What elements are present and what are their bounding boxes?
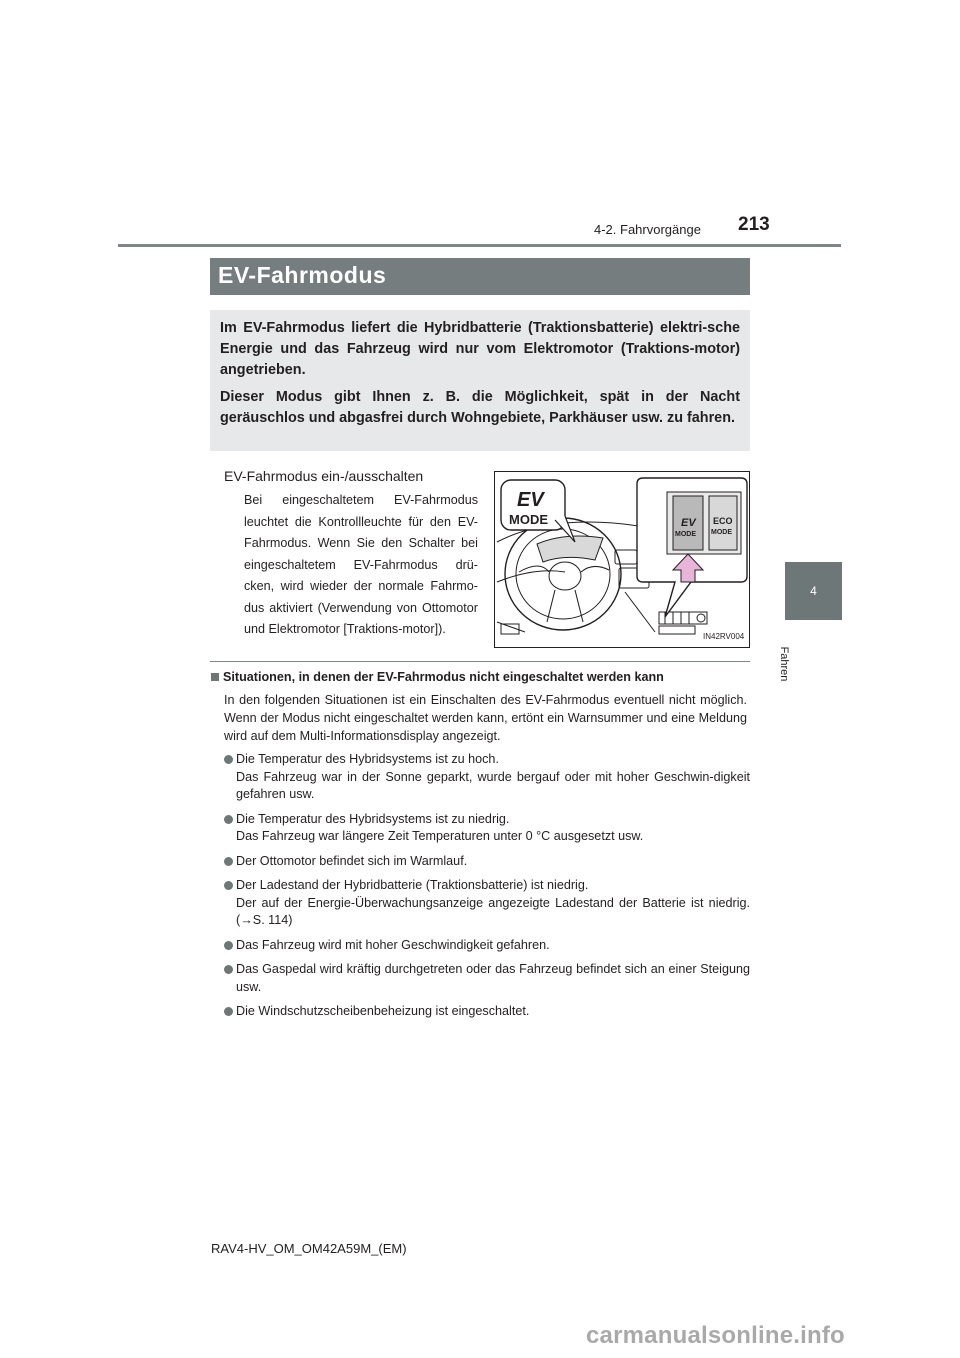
eco-button-label-top: ECO bbox=[713, 516, 733, 526]
separator-rule bbox=[210, 661, 750, 662]
chapter-label bbox=[774, 636, 788, 696]
list-item: Die Temperatur des Hybridsystems ist zu hoch. Das Fahrzeug war in der Sonne geparkt, wurde bergauf oder mit hoher Geschwin-digkeit gefahren usw. bbox=[224, 751, 750, 804]
situations-heading bbox=[211, 670, 664, 684]
watermark: carmanualsonline.info bbox=[586, 1322, 845, 1349]
section-label: 4-2. Fahrvorgänge bbox=[594, 222, 701, 237]
bullet-icon bbox=[224, 965, 233, 974]
list-item: Der Ottomotor befindet sich im Warmlauf. bbox=[224, 853, 750, 871]
intro-paragraph-2: Dieser Modus gibt Ihnen z. B. die Möglichkeit, spät in der Nacht geräuschlos und abgasfrei durch Wohngebiete, Parkhäuser usw. zu fahren. bbox=[220, 389, 740, 426]
page-number: 213 bbox=[738, 214, 770, 235]
footer-doc-code: RAV4-HV_OM_OM42A59M_(EM) bbox=[211, 1241, 407, 1256]
chapter-tab bbox=[785, 562, 842, 620]
ev-mode-illustration bbox=[494, 471, 750, 648]
bullet-icon bbox=[224, 815, 233, 824]
list-item: Das Fahrzeug wird mit hoher Geschwindigkeit gefahren. bbox=[224, 937, 750, 955]
section-title: EV-Fahrmodus bbox=[218, 262, 387, 288]
bullet-icon bbox=[224, 941, 233, 950]
chapter-label-text: Fahren bbox=[778, 646, 790, 682]
bullet-icon bbox=[224, 881, 233, 890]
square-bullet-icon bbox=[211, 673, 219, 681]
svg-text:EV: EV bbox=[517, 489, 544, 511]
list-item: Das Gaspedal wird kräftig durchgetreten oder das Fahrzeug befindet sich an einer Steigung usw. bbox=[224, 961, 750, 996]
situations-intro: In den folgenden Situationen ist ein Einschalten des EV-Fahrmodus eventuell nicht möglich. Wenn der Modus nicht eingeschaltet werden kann, ertönt ein Warnsummer und eine Meldung wird auf dem Multi-Informationsdisplay angezeigt. bbox=[224, 693, 747, 743]
bullet-icon bbox=[224, 857, 233, 866]
list-item: Die Temperatur des Hybridsystems ist zu niedrig. Das Fahrzeug war längere Zeit Temperaturen unter 0 °C ausgesetzt usw. bbox=[224, 811, 750, 846]
header-rule bbox=[118, 244, 841, 247]
dashboard-drawing bbox=[495, 472, 749, 647]
indicator-mode-text: MODE bbox=[509, 512, 548, 527]
intro-box bbox=[210, 310, 750, 451]
eco-button-label-bottom: MODE bbox=[711, 529, 732, 536]
list-item: Die Windschutzscheibenbeheizung ist eingeschaltet. bbox=[224, 1003, 750, 1021]
bullet-icon bbox=[224, 755, 233, 764]
procedure-body: Bei eingeschaltetem EV-Fahrmodus leuchtet die Kontrollleuchte für den EV-Fahrmodus. Wenn Sie den Schalter bei eingeschaltetem EV-Fahrmodus drü-cken, wird wieder der normale Fahrmo-dus aktiviert (Verwendung von Ottomotor und Elektromotor [Traktions-motor]). bbox=[244, 493, 478, 636]
situations-heading-text: Situationen, in denen der EV-Fahrmodus nicht eingeschaltet werden kann bbox=[223, 670, 664, 684]
section-title-bar bbox=[210, 258, 750, 295]
list-item: Der Ladestand der Hybridbatterie (Traktionsbatterie) ist niedrig. Der auf der Energie-Überwachungsanzeige angezeigte Ladestand der Batterie ist niedrig. (→S. 114) bbox=[224, 877, 750, 930]
bullet-icon bbox=[224, 1007, 233, 1016]
figure-code: IN42RV004 bbox=[703, 632, 745, 641]
ev-button-label: MODE bbox=[675, 531, 696, 538]
svg-text:EV: EV bbox=[681, 517, 696, 529]
procedure-title: EV-Fahrmodus ein-/ausschalten bbox=[224, 468, 424, 484]
chapter-tab-number: 4 bbox=[810, 584, 817, 598]
situations-list bbox=[224, 751, 750, 1028]
intro-paragraph-1: Im EV-Fahrmodus liefert die Hybridbatterie (Traktionsbatterie) elektri-sche Energie und das Fahrzeug wird nur vom Elektromotor (Traktions-motor) angetrieben. bbox=[220, 320, 740, 378]
